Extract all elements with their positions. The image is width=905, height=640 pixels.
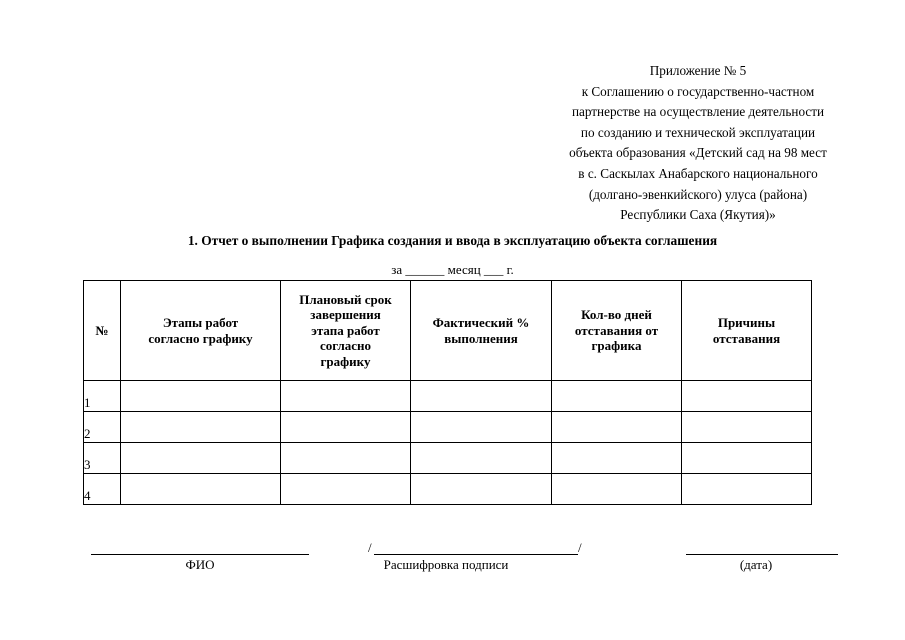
date-caption: (дата) — [739, 557, 773, 572]
column-header-stages — [121, 281, 281, 381]
slash-close: / — [578, 540, 582, 555]
column-header-delay-days-label: Кол-во дней отставания от графика — [574, 307, 659, 354]
cell-delay-days — [552, 381, 682, 412]
column-header-planned-deadline-label: Плановый срок завершения этапа работ согласно графику — [299, 291, 392, 369]
cell-delay-days — [552, 474, 682, 505]
cell-planned-deadline — [281, 443, 411, 474]
cell-actual-percent — [411, 381, 552, 412]
cell-stage — [121, 474, 281, 505]
annex-line: к Соглашению о государственно-частном — [581, 83, 815, 99]
cell-stage — [121, 381, 281, 412]
column-header-delay-reasons — [682, 281, 812, 381]
row-number: 1 — [84, 381, 121, 412]
column-header-stages-label: Этапы работ согласно графику — [148, 315, 253, 346]
fio-line — [91, 540, 309, 555]
table-header-row — [84, 281, 812, 381]
annex-header — [538, 61, 858, 226]
annex-line: Республики Саха (Якутия)» — [620, 207, 776, 223]
decoding-line — [374, 540, 578, 555]
decoding-caption: Расшифровка подписи — [383, 557, 509, 572]
annex-line: Приложение № 5 — [649, 63, 747, 78]
row-number: 2 — [84, 412, 121, 443]
annex-line: партнерстве на осуществление деятельности — [571, 104, 825, 120]
column-header-actual-percent — [411, 281, 552, 381]
cell-planned-deadline — [281, 381, 411, 412]
annex-line: по созданию и технической эксплуатации — [580, 124, 816, 140]
cell-actual-percent — [411, 474, 552, 505]
cell-planned-deadline — [281, 474, 411, 505]
date-line — [686, 540, 838, 555]
cell-delay-reason — [682, 381, 812, 412]
cell-actual-percent — [411, 412, 552, 443]
annex-line: в с. Саскылах Анабарского национального — [578, 165, 818, 181]
column-header-delay-days — [552, 281, 682, 381]
table-row — [84, 474, 812, 505]
cell-delay-days — [552, 412, 682, 443]
column-header-number: № — [84, 281, 121, 381]
row-number: 4 — [84, 474, 121, 505]
report-period: за ______ месяц ___ г. — [391, 262, 514, 277]
cell-delay-reason — [682, 443, 812, 474]
cell-delay-days — [552, 443, 682, 474]
cell-actual-percent — [411, 443, 552, 474]
table-row — [84, 443, 812, 474]
table-row — [84, 412, 812, 443]
cell-planned-deadline — [281, 412, 411, 443]
column-header-delay-reasons-label: Причины отставания — [712, 315, 781, 346]
column-header-planned-deadline — [281, 281, 411, 381]
row-number: 3 — [84, 443, 121, 474]
annex-line: объекта образования «Детский сад на 98 мест — [569, 145, 827, 161]
report-table — [83, 280, 812, 505]
cell-stage — [121, 443, 281, 474]
fio-caption: ФИО — [185, 557, 215, 572]
annex-line: (долгано-эвенкийского) улуса (района) — [588, 186, 808, 202]
slash-open: / — [368, 540, 372, 555]
cell-delay-reason — [682, 412, 812, 443]
table-row — [84, 381, 812, 412]
cell-stage — [121, 412, 281, 443]
report-title: 1. Отчет о выполнении Графика создания и ввода в эксплуатацию объекта соглашения — [187, 233, 718, 248]
column-header-actual-percent-label: Фактический % выполнения — [432, 315, 530, 346]
cell-delay-reason — [682, 474, 812, 505]
